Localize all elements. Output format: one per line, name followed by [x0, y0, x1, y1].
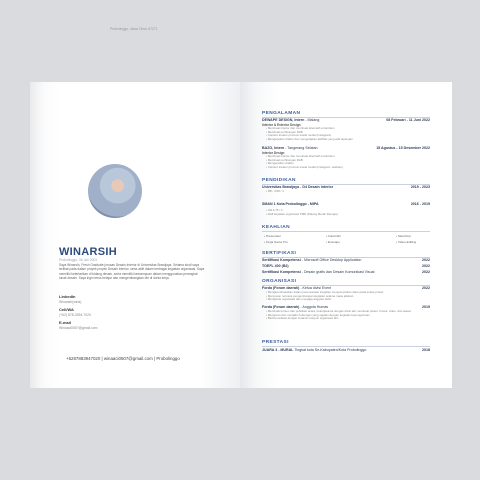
- bullet: • Mengerjakan drafter dan mengerjakan aktifitas yang ada lapangan: [266, 136, 353, 141]
- org1-desc: - Ketua divisi Event: [299, 286, 332, 290]
- cert3-desc: - Desain grafis dan Desain Komunikasi Visual: [300, 270, 375, 274]
- org1-bullets: [266, 291, 426, 302]
- achievement-row: [262, 348, 430, 352]
- cert-row-3: [262, 270, 430, 274]
- org2-desc: - Anggota Humas: [299, 305, 329, 309]
- exp2-subtitle: Interior Design: [262, 151, 285, 155]
- header-address: Probolinggo, Jawa Timur 67271: [110, 27, 158, 31]
- bullet: • Content kreator promosi sosial media (Instagram): [266, 133, 332, 137]
- prestasi1-title: JUARA 3 - MURAL: [262, 348, 294, 352]
- birth-info: Probolinggo, 06 Juli 2001: [59, 258, 98, 262]
- section-title-sertifikasi: SERTIFIKASI: [262, 251, 297, 256]
- exp1-bullets: [266, 127, 426, 141]
- bullet: • Berkomunikasi dengan instansi maupun organisasi lain: [266, 316, 339, 320]
- cert2-title: TOEFL 400 (B2): [262, 264, 289, 268]
- org2-bullets: [266, 310, 426, 321]
- footer-contact: +6287883947020 | winaaci0507@gmail.com | Probolinggo: [66, 356, 180, 361]
- profile-photo: [88, 164, 142, 218]
- org2-date: 2019: [422, 305, 430, 309]
- profile-summary: Saya Winarsih, Fresh Graduate jurusan Desain Interior di Universitas Brawijaya. Selama studi saya terlibat pada dalam proyek proyek Desain Interior, serta aktif dalam berbagai kegiatan organisasi. Saya memiliki ketertarikan di bidang desain, serta memiliki kemampuan dalam menggunakan perangkat lunak desain. Saya ingin terus belajar dan mengembangkan diri di dunia kerja.: [59, 263, 205, 280]
- exp1-location: - Malang: [304, 118, 320, 122]
- cell-label: Cell/WA: [59, 307, 74, 312]
- bullet: • UN 3.75 / 4: [266, 208, 283, 212]
- section-divider: [262, 346, 430, 347]
- linkedin-value: Winarsih(wina): [59, 300, 82, 304]
- section-title-keahlian: KEAHLIAN: [262, 225, 290, 230]
- bullet: • Membuat konten dan publikasi acara, bekerjasama dengan divisi lain membuat poster, brosur, video, dan teaser: [266, 309, 412, 313]
- section-title-organisasi: ORGANISASI: [262, 279, 297, 284]
- skill-item: • Video Editing: [396, 240, 417, 244]
- exp1-title: DEWAPE DESIGN, Intern: [262, 118, 305, 122]
- bullet: • Mengurus dan menjalin hubungan yang sejalan dengan kegiatan kepengurusan: [266, 312, 370, 317]
- experience-row-1: [262, 118, 430, 122]
- bullet: • Menyusun rencana pengembangan kegiatan selama masa jabatan: [266, 293, 354, 298]
- left-page: [30, 82, 240, 388]
- edu1-bullets: [266, 190, 426, 194]
- cert-row-1: [262, 258, 430, 262]
- edu2-title: SMAN 1 Kota Probolinggo - MIPA: [262, 202, 319, 206]
- profile-name: WINARSIH: [59, 246, 118, 258]
- skill-item: • Kerja Sama Tim: [264, 240, 288, 244]
- edu2-date: 2016 - 2019: [410, 202, 430, 206]
- bullet: • Membuat interior dan membuat alternatif untuk klien: [266, 154, 335, 158]
- cert2-date: 2022: [422, 264, 430, 268]
- cell-value: (+62) 878-3394-7020: [59, 313, 91, 317]
- section-title-pendidikan: PENDIDIKAN: [262, 178, 296, 183]
- cert3-date: 2022: [422, 270, 430, 274]
- org1-date: 2022: [422, 286, 430, 290]
- prestasi1-desc: Tingkat kota Se-Kabupaten/Kota Probolinggo: [293, 348, 367, 352]
- edu1-date: 2019 - 2023: [410, 185, 430, 189]
- cert3-title: Sertifikasi Kompetensi: [262, 270, 301, 274]
- skill-item: • Enscape: [326, 240, 340, 244]
- cert1-date: 2022: [422, 258, 430, 262]
- prestasi1-date: 2018: [422, 348, 430, 352]
- org1-title: Forda (Forum daerah): [262, 286, 300, 290]
- bullet: • Aktif kegiatan organisasi PMR (Palang Merah Remaja): [266, 211, 338, 216]
- skill-item: • AutoCAD: [326, 234, 341, 238]
- bullet: • Mengerjakan drafter: [266, 161, 294, 165]
- email-label: E-mail: [59, 320, 72, 325]
- bullet: • IPK: 3.68 / 4: [266, 189, 284, 193]
- skill-item: • Sketchup: [396, 234, 411, 238]
- section-divider: [262, 231, 430, 232]
- exp2-location: - Tangerang Selatan: [284, 146, 318, 150]
- education-row-2: [262, 202, 430, 206]
- exp2-date: 15 Agustus - 15 Desember 2022: [376, 146, 430, 150]
- bullet: • Mengelola organisasi dan menjaga anggota divisi: [266, 297, 332, 301]
- edu2-bullets: [266, 209, 426, 216]
- experience-row-2: [262, 146, 430, 150]
- cert1-title: Sertifikasi Kompetensi: [262, 258, 301, 262]
- cert1-desc: - Microsoft Office Desktop Application: [300, 258, 362, 262]
- edu1-title: Universitas Brawijaya - D4 Desain Interior: [262, 185, 334, 189]
- linkedin-label: LinkedIn: [59, 294, 76, 299]
- exp1-date: 08 Februari - 11 Juni 2022: [386, 118, 430, 122]
- section-title-pengalaman: PENGALAMAN: [262, 111, 301, 116]
- org2-title: Forda (Forum daerah): [262, 305, 300, 309]
- skill-item: • Presentasi: [264, 234, 281, 238]
- cert-row-2: [262, 264, 430, 268]
- bullet: • Content kreator promosi sosial media (Instagram, website): [266, 164, 343, 169]
- bullet: • Membuat perhitungan RAB: [266, 157, 303, 162]
- bullet: • Mengkoordinasikan dalam perencanaan kegiatan mengumpulkan dana pada setiap proker: [266, 290, 384, 294]
- exp2-bullets: [266, 155, 426, 169]
- bullet: • Membuat perhitungan RAB: [266, 129, 303, 134]
- exp2-title: BAZO, Intern: [262, 146, 285, 150]
- email-value: Winaaci0507@gmail.com: [59, 326, 98, 330]
- bullet: • Membuat interior dan membuat alternatif untuk klien: [266, 126, 335, 130]
- section-title-prestasi: PRESTASI: [262, 340, 289, 345]
- exp1-subtitle: Interior & Exterior Design: [262, 123, 301, 127]
- education-row-1: [262, 185, 430, 189]
